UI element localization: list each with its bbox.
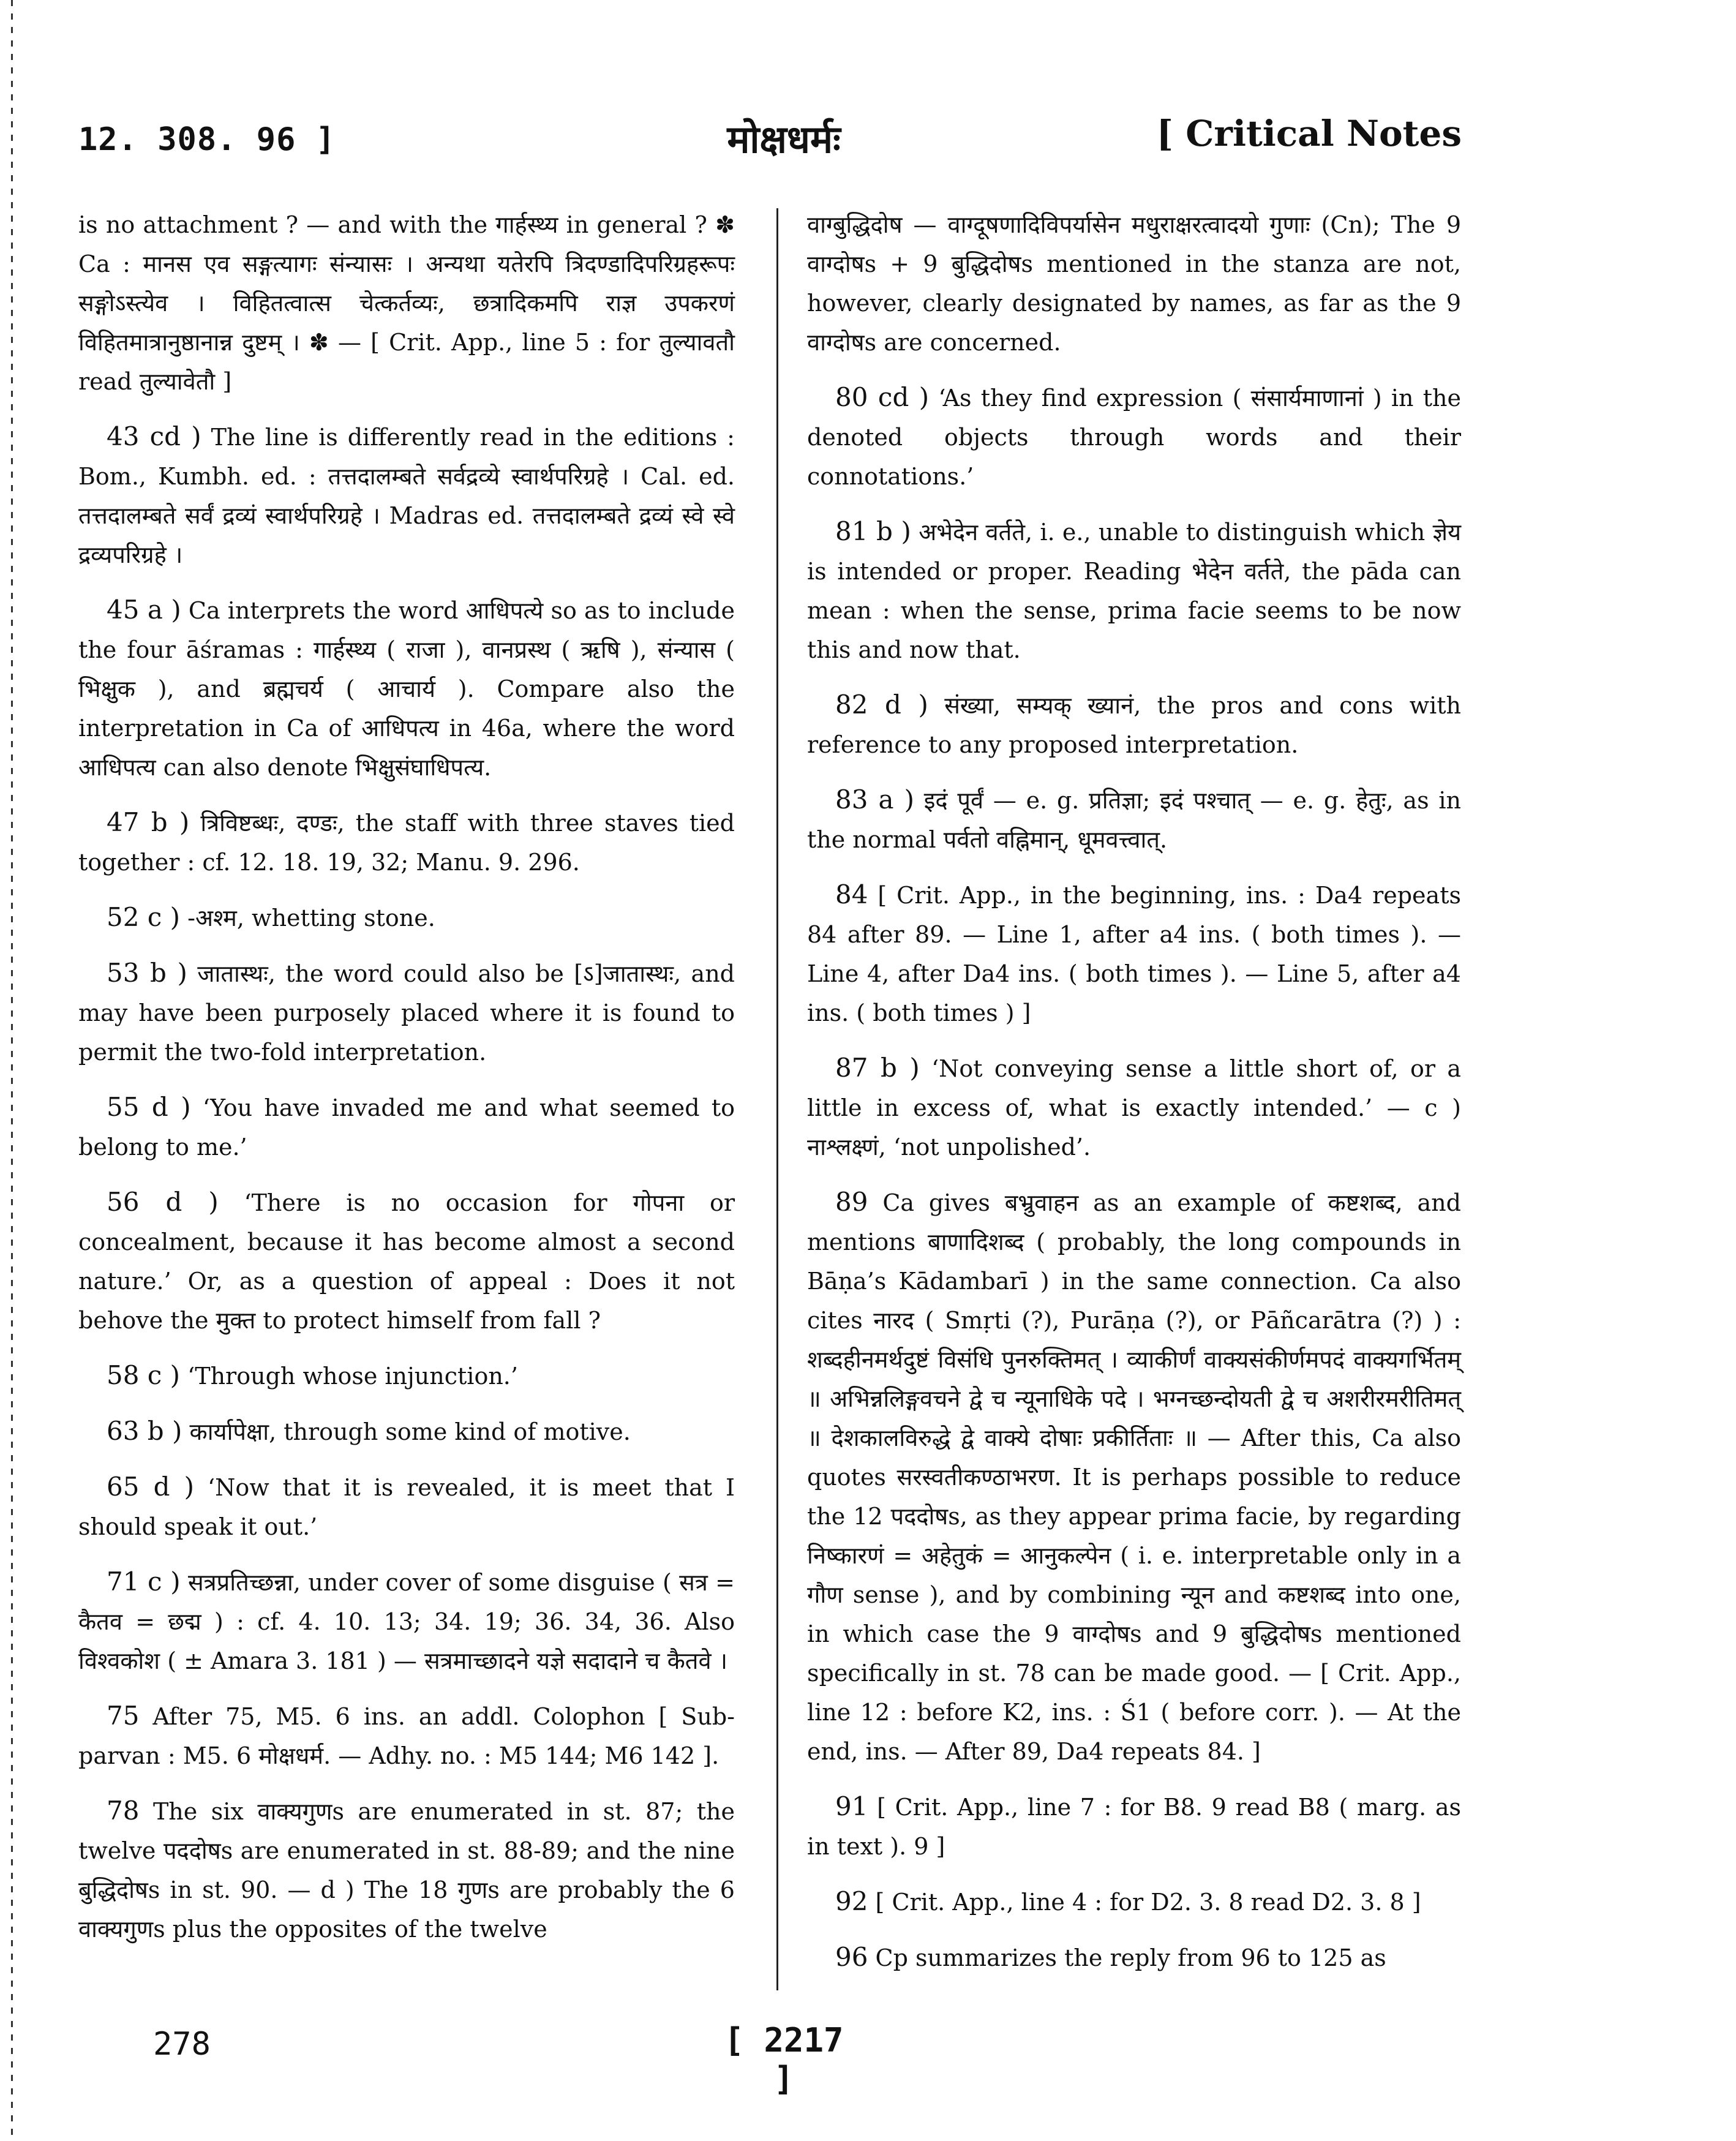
note-81 — [807, 512, 1461, 669]
note-number: 87 b ) — [835, 1053, 920, 1083]
note-82 — [807, 685, 1461, 764]
note-text: Ca gives बभ्रुवाहन as an example of कष्टशब्द, and mentions बाणादिशब्द ( probably, the long compounds in Bāṇa’s Kādambarī ) in the same connection. Ca also cites नारद ( Smṛti (?), Purāṇa (?), or Pāñcarātra (?) ) : शब्दहीनमर्थदुष्टं विसंधि पुनरुक्तिमत् । व्याकीर्णं वाक्यसंकीर्णमपदं वाक्यगर्भितम् ॥ अभिन्नलिङ्गवचने द्वे च न्यूनाधिके पदे । भग्नच्छन्दोयती द्वे च अशरीरमरीतिमत् ॥ देशकालविरुद्धे द्वे वाक्ये दोषाः प्रकीर्तिताः ॥ — After this, Ca also quotes सरस्वतीकण्ठाभरण. It is perhaps possible to reduce the 12 पददोषs, as they appear prima facie, by regarding निष्कारणं = अहेतुकं = आनुकल्पेन ( i. e. interpretable only in a गौण sense ), and by combining न्यून and कष्टशब्द into one, in which case the 9 वाग्दोषs and 9 बुद्धिदोषs mentioned specifically in st. 78 can be made good. — [ Crit. App., line 12 : before K2, ins. : Ś1 ( before corr. ). — At the end, ins. — After 89, Da4 repeats 84. ] — [807, 1189, 1461, 1765]
section-title: [ Critical Notes — [1156, 113, 1462, 154]
header-title: मोक्षधर्मः — [727, 117, 841, 162]
note-text: ‘Now that it is revealed, it is meet that I should speak it out.’ — [78, 1474, 735, 1540]
note-text: ‘Not conveying sense a little short of, or a little in excess of, what is exactly intended.’ — c ) नाश्लक्ष्णं, ‘not unpolished’. — [807, 1055, 1461, 1161]
note-number: 58 c ) — [107, 1360, 181, 1390]
note-number: 92 — [835, 1886, 868, 1916]
verse-reference: 12. 308. 96 ] — [78, 121, 336, 158]
note-text: कार्यापेक्षा, through some kind of motive. — [189, 1418, 631, 1445]
note-number: 65 d ) — [107, 1472, 195, 1502]
note-text: -अश्म, whetting stone. — [187, 905, 435, 931]
note-number: 45 a ) — [107, 595, 181, 625]
running-header — [0, 104, 1736, 178]
note-43 — [78, 417, 735, 574]
note-84 — [807, 875, 1461, 1033]
note-75 — [78, 1696, 735, 1775]
note-text: सत्रप्रतिच्छन्ना, under cover of some disguise ( सत्र = कैतव = छद्म ) : cf. 4. 10. 13; 34. 19; 36. 34, 36. Also विश्वकोश ( ± Amara 3. 181 ) — सत्रमाच्छादने यज्ञे सदादाने च कैतवे । — [78, 1569, 735, 1674]
note-71 — [78, 1562, 735, 1680]
note-56 — [78, 1183, 735, 1340]
note-65 — [78, 1467, 735, 1546]
note-number: 80 cd ) — [835, 382, 930, 412]
note-55 — [78, 1088, 735, 1167]
note-number: 75 — [107, 1701, 140, 1731]
note-continued — [807, 205, 1461, 362]
note-text: संख्या, सम्यक् ख्यानं, the pros and cons with reference to any proposed interpretation. — [807, 692, 1461, 758]
note-83 — [807, 780, 1461, 859]
note-number: 55 d ) — [107, 1092, 191, 1122]
note-87 — [807, 1048, 1461, 1167]
note-number: 83 a ) — [835, 785, 914, 815]
note-91 — [807, 1787, 1461, 1866]
note-number: 52 c ) — [107, 902, 181, 932]
note-number: 71 c ) — [107, 1567, 181, 1597]
note-number: 56 d ) — [107, 1187, 219, 1217]
scan-edge-rule — [11, 0, 13, 2141]
note-number: 96 — [835, 1942, 868, 1972]
note-text: ‘As they find expression ( संसार्यमाणानां ) in the denoted objects through words and their connotations.’ — [807, 385, 1461, 490]
note-text: इदं पूर्वं — e. g. प्रतिज्ञा; इदं पश्चात् — e. g. हेतुः, as in the normal पर्वतो वह्निमान्, धूमवत्त्वात्. — [807, 787, 1461, 853]
note-text: वाग्बुद्धिदोष — वाग्दूषणादिविपर्यासेन मधुराक्षरत्वादयो गुणाः (Cn); The 9 वाग्दोषs + 9 बुद्धिदोषs mentioned in the stanza are not, however, clearly designated by names, as far as the 9 वाग्दोषs are concerned. — [807, 211, 1461, 356]
note-number: 47 b ) — [107, 807, 190, 837]
page-number: 278 — [153, 2026, 211, 2063]
note-53 — [78, 954, 735, 1072]
note-96 — [807, 1938, 1461, 1977]
note-80 — [807, 378, 1461, 496]
note-text: The six वाक्यगुणs are enumerated in st. 87; the twelve पददोषs are enumerated in st. 88-89; and the nine बुद्धिदोषs in st. 90. — d ) The 18 गुणs are probably the 6 वाक्यगुणs plus the opposites of the twelve — [78, 1798, 735, 1943]
note-text: is no attachment ? — and with the गार्हस्थ्य in general ? ✽ Ca : मानस एव सङ्गत्यागः संन्यासः । अन्यथा यतेरपि त्रिदण्डादिपरिग्रहरूपः सङ्गोऽस्त्येव । विहितत्वात्स चेत्कर्तव्यः, छत्रादिकमपि राज्ञ उपकरणं विहितमात्रानुष्ठानान्न दुष्टम् । ✽ — [ Crit. App., line 5 : for तुल्यावतौ read तुल्यावेतौ ] — [78, 211, 735, 395]
note-45 — [78, 590, 735, 787]
note-78 — [78, 1791, 735, 1949]
note-number: 91 — [835, 1791, 868, 1821]
column-divider — [776, 208, 778, 1990]
note-text: After 75, M5. 6 ins. an addl. Colophon [ Sub-parvan : M5. 6 मोक्षधर्म. — Adhy. no. : M5 144; M6 142 ]. — [78, 1703, 735, 1769]
note-number: 84 — [835, 879, 868, 909]
note-number: 81 b ) — [835, 516, 911, 546]
note-text: [ Crit. App., in the beginning, ins. : Da4 repeats 84 after 89. — Line 1, after a4 ins. ( both times ). — Line 4, after Da4 ins. ( both times ). — Line 5, after a4 ins. ( both times ) ] — [807, 882, 1461, 1026]
note-text: The line is differently read in the editions : Bom., Kumbh. ed. : तत्तदालम्बते सर्वद्रव्ये स्वार्थपरिग्रहे । Cal. ed. तत्तदालम्बते सर्वं द्रव्यं स्वार्थपरिग्रहे । Madras ed. तत्तदालम्बते द्रव्यं स्वे स्वे द्रव्यपरिग्रहे । — [78, 424, 735, 568]
note-63 — [78, 1412, 735, 1451]
note-text: त्रिविष्टब्धः, दण्डः, the staff with three staves tied together : cf. 12. 18. 19, 32; Manu. 9. 296. — [78, 810, 735, 876]
note-number: 63 b ) — [107, 1416, 182, 1446]
right-column — [807, 205, 1461, 1993]
note-continued — [78, 205, 735, 401]
note-number: 89 — [835, 1187, 868, 1217]
note-89 — [807, 1183, 1461, 1771]
note-text: ‘Through whose injunction.’ — [187, 1363, 518, 1390]
note-text: Ca interprets the word आधिपत्ये so as to include the four āśramas : गार्हस्थ्य ( राजा ), वानप्रस्थ ( ऋषि ), संन्यास ( भिक्षुक ), and ब्रह्मचर्य ( आचार्य ). Compare also the interpretation in Ca of आधिपत्य in 46a, where the word आधिपत्य can also denote भिक्षुसंघाधिपत्य. — [78, 597, 735, 781]
note-text: [ Crit. App., line 7 : for B8. 9 read B8 ( marg. as in text ). 9 ] — [807, 1794, 1461, 1860]
note-number: 43 cd ) — [107, 421, 201, 451]
note-47 — [78, 803, 735, 882]
note-number: 82 d ) — [835, 690, 928, 720]
note-text: Cp summarizes the reply from 96 to 125 as — [875, 1944, 1386, 1971]
left-column — [78, 205, 735, 1965]
note-text: [ Crit. App., line 4 : for D2. 3. 8 read D2. 3. 8 ] — [875, 1889, 1421, 1916]
note-58 — [78, 1356, 735, 1396]
global-page-number: [ 2217 ] — [724, 2021, 844, 2098]
note-text: जातास्थः, the word could also be [ऽ]जातास्थः, and may have been purposely placed where it is found to permit the two-fold interpretation. — [78, 960, 735, 1066]
note-number: 78 — [107, 1796, 140, 1826]
note-text: अभेदेन वर्तते, i. e., unable to distinguish which ज्ञेय is intended or proper. Reading भेदेन वर्तते, the pāda can mean : when the sense, prima facie seems to be now this and now that. — [807, 519, 1461, 663]
note-92 — [807, 1882, 1461, 1922]
note-number: 53 b ) — [107, 958, 187, 988]
note-52 — [78, 898, 735, 938]
note-text: ‘There is no occasion for गोपना or concealment, because it has become almost a second nature.’ Or, as a question of appeal : Does it not behove the मुक्त to protect himself from fall ? — [78, 1189, 735, 1334]
note-text: ‘You have invaded me and what seemed to belong to me.’ — [78, 1094, 735, 1161]
